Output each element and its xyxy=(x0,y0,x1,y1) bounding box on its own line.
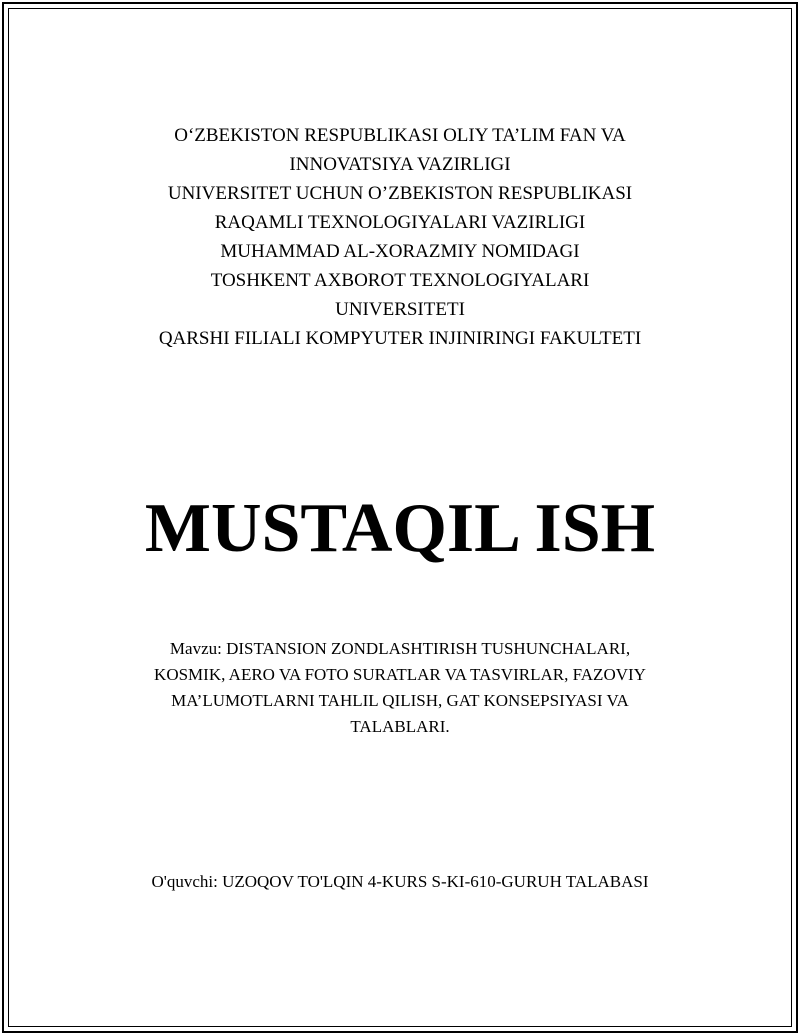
topic-line: MA’LUMOTLARNI TAHLIL QILISH, GAT KONSEPSIYASI VA xyxy=(171,691,629,710)
student-info: O'quvchi: UZOQOV TO'LQIN 4-KURS S-KI-610-GURUH TALABASI xyxy=(151,872,649,891)
header-line: O‘ZBEKISTON RESPUBLIKASI OLIY TA’LIM FAN VA xyxy=(174,125,626,146)
topic-line: KOSMIK, AERO VA FOTO SURATLAR VA TASVIRLAR, FAZOVIY xyxy=(154,665,646,684)
document-title: MUSTAQIL ISH xyxy=(144,490,656,567)
topic-line: Mavzu: DISTANSION ZONDLASHTIRISH TUSHUNCHALARI, xyxy=(169,639,631,658)
header-line: TOSHKENT AXBOROT TEXNOLOGIYALARI xyxy=(210,270,590,291)
topic-line: TALABLARI. xyxy=(350,717,450,736)
header-line: INNOVATSIYA VAZIRLIGI xyxy=(289,154,511,175)
header-line: QARSHI FILIALI KOMPYUTER INJINIRINGI FAKULTETI xyxy=(158,328,642,349)
header-line: RAQAMLI TEXNOLOGIYALARI VAZIRLIGI xyxy=(214,212,586,233)
header-line: UNIVERSITETI xyxy=(335,299,465,320)
header-line: MUHAMMAD AL-XORAZMIY NOMIDAGI xyxy=(220,241,580,262)
topic-block xyxy=(90,636,710,740)
institution-header xyxy=(60,121,740,353)
header-line: UNIVERSITET UCHUN O’ZBEKISTON RESPUBLIKASI xyxy=(167,183,633,204)
